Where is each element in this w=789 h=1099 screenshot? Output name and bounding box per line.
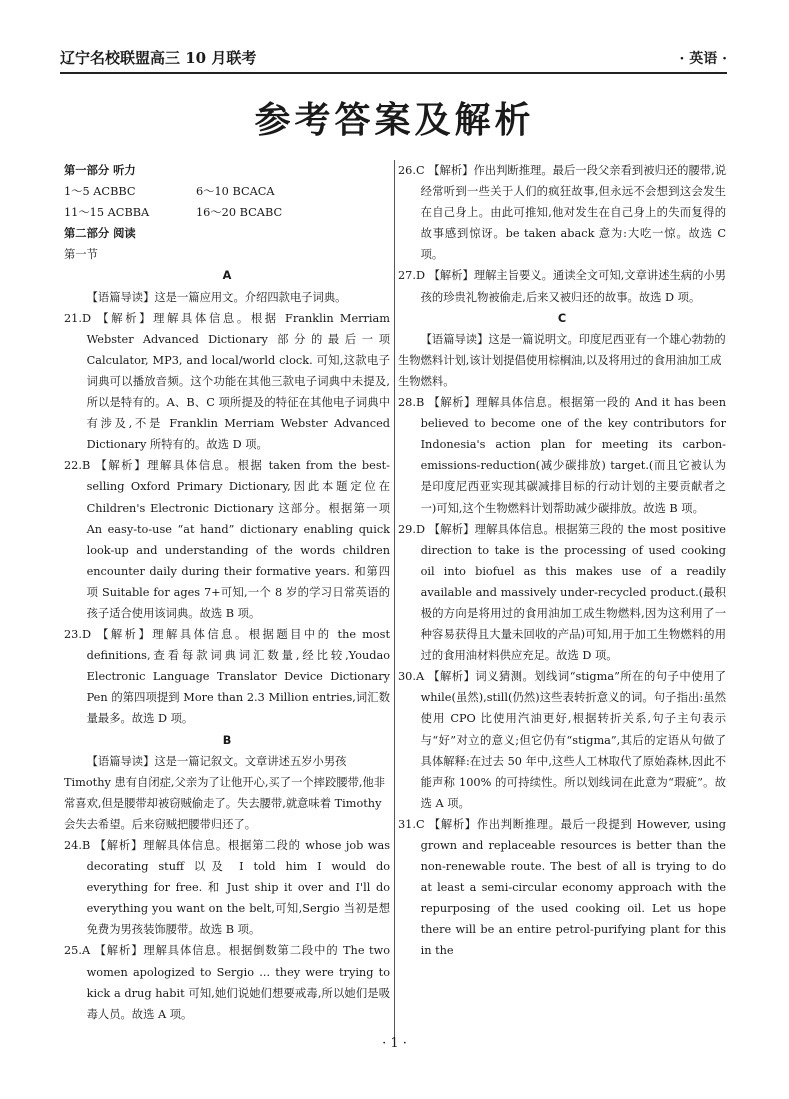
right-column [398, 160, 726, 962]
passage-b-heading: B [222, 733, 232, 747]
answer-22: 22.B 【解析】理解具体信息。根据 taken from the best-selling Oxford Primary Dictionary,因此本题定位在 Children's Electronic Dictionary 这部分。根据第一项 An easy-to-use “at hand” dictionary enabling quick look-up and understanding of the words children encounter daily during their formative years. 和第四项 Suitable for ages 7+可知,一个 8 岁的学习日常英语的孩子适合使用该词典。故选 B 项。 [64, 459, 390, 620]
left-column [64, 160, 390, 1025]
answer-26: 26.C 【解析】作出判断推理。最后一段父亲看到被归还的腰带,说经常听到一些关于人们的疯狂故事,但永远不会想到这会发生在自己身上。由此可推知,他对发生在自己身上的失而复得的故事感到惊讶。be taken aback 意为:大吃一惊。故选 C 项。 [398, 164, 726, 262]
passage-c-heading: C [557, 311, 567, 325]
answers-11-15: 11～15 ACBBA [64, 206, 150, 220]
answers-6-10: 6～10 BCACA [196, 185, 275, 199]
passage-b-guide: 【语篇导读】这是一篇记叙文。文章讲述五岁小男孩 Timothy 患有自闭症,父亲为了让他开心,买了一个摔跤腰带,他非常喜欢,但是腰带却被窃贼偷走了。失去腰带,就意味着 Timothy 会失去希望。后来窃贼把腰带归还了。 [64, 754, 386, 831]
answer-24: 24.B 【解析】理解具体信息。根据第二段的 whose job was decorating stuff 以及 I told him I would do everything for free. 和 Just ship it over and I'll do everything you want on the belt,可知,Sergio 当初是想免费为男孩装饰腰带。故选 B 项。 [64, 839, 390, 937]
passage-a-heading: A [222, 269, 232, 283]
passage-a-guide: 【语篇导读】这是一篇应用文。介绍四款电子词典。 [86, 290, 347, 304]
answer-23: 23.D 【解析】理解具体信息。根据题目中的 the most definitions,查看每款词典词汇数量,经比较,Youdao Electronic Language Translator Device Dictionary Pen 的第四项提到 More than 2.3 Million entries,词汇数量最多。故选 D 项。 [64, 628, 390, 726]
answers-16-20: 16～20 BCABC [196, 206, 283, 220]
part1-heading: 第一部分 听力 [64, 163, 136, 177]
answers-1-5: 1～5 ACBBC [64, 185, 136, 199]
subject-label: · 英语 · [679, 51, 727, 67]
page-header [60, 44, 727, 74]
answer-21: 21.D 【解析】理解具体信息。根据 Franklin Merriam Webster Advanced Dictionary 部分的最后一项 Calculator, MP3, and local/world clock. 可知,这款电子词典可以播放音频。这个功能在其他三款电子词典中未提及,所以是特有的。A、B、C 项所提及的特征在其他电子词典中有涉及,不是 Franklin Merriam Webster Advanced Dictionary 所特有的。故选 D 项。 [64, 311, 390, 452]
exam-name: 辽宁名校联盟高三 10 月联考 [60, 49, 257, 67]
page-title: 参考答案及解析 [254, 100, 535, 141]
passage-c-guide: 【语篇导读】这是一篇说明文。印度尼西亚有一个雄心勃勃的生物燃料计划,该计划提倡使用棕榈油,以及将用过的食用油加工成生物燃料。 [398, 332, 726, 388]
answer-25: 25.A 【解析】理解具体信息。根据倒数第二段中的 The two women apologized to Sergio ... they were trying to kick a drug habit 可知,她们说她们想要戒毒,所以她们是吸毒人员。故选 A 项。 [64, 944, 390, 1021]
answer-28: 28.B 【解析】理解具体信息。根据第一段的 And it has been believed to become one of the key contributors for Indonesia's action plan for meeting its carbon-emissions-reduction(减少碳排放) target.(而且它被认为是印度尼西亚实现其碳减排目标的行动计划的主要贡献者之一)可知,这个生物燃料计划帮助减少碳排放。故选 B 项。 [398, 396, 726, 515]
answers-row-2 [64, 202, 390, 223]
answers-row-1 [64, 181, 390, 202]
answer-29: 29.D 【解析】理解具体信息。根据第三段的 the most positive direction to take is the processing of used cooking oil into biofuel as this makes use of a readily available and massively under-recycled product.(最积极的方向是将用过的食用油加工成生物燃料,因为这利用了一种容易获得且大量未回收的产品)可知,用于加工生物燃料的用过的食用油材料供应充足。故选 D 项。 [398, 522, 726, 663]
answer-31: 31.C 【解析】作出判断推理。最后一段提到 However, using grown and replaceable resources is better than the non-renewable route. The best of all is trying to do at least a semi-circular economy approach with the repurposing of the used cooking oil. Let us hope there will be an entire petrol-purifying plant for this in the [398, 817, 726, 958]
answer-30: 30.A 【解析】词义猜测。划线词“stigma”所在的句子中使用了 while(虽然),still(仍然)这些表转折意义的词。句子指出:虽然使用 CPO 比使用汽油更好,根据转折关系,句子主句表示与“好”对立的意义;但它仍有“stigma”,其后的定语从句做了具体解释:在过去 50 年中,这些人工林取代了原始森林,因此不能声称 100% 的可持续性。所以划线词在此意为“瑕疵”。故选 A 项。 [398, 670, 726, 810]
page-number: · 1 · [382, 1036, 407, 1051]
part2-heading: 第二部分 阅读 [64, 226, 136, 241]
column-divider [394, 160, 395, 1042]
section1-heading: 第一节 [64, 248, 98, 262]
answer-27: 27.D 【解析】理解主旨要义。通读全文可知,文章讲述生病的小男孩的珍贵礼物被偷走,后来又被归还的故事。故选 D 项。 [398, 269, 726, 304]
